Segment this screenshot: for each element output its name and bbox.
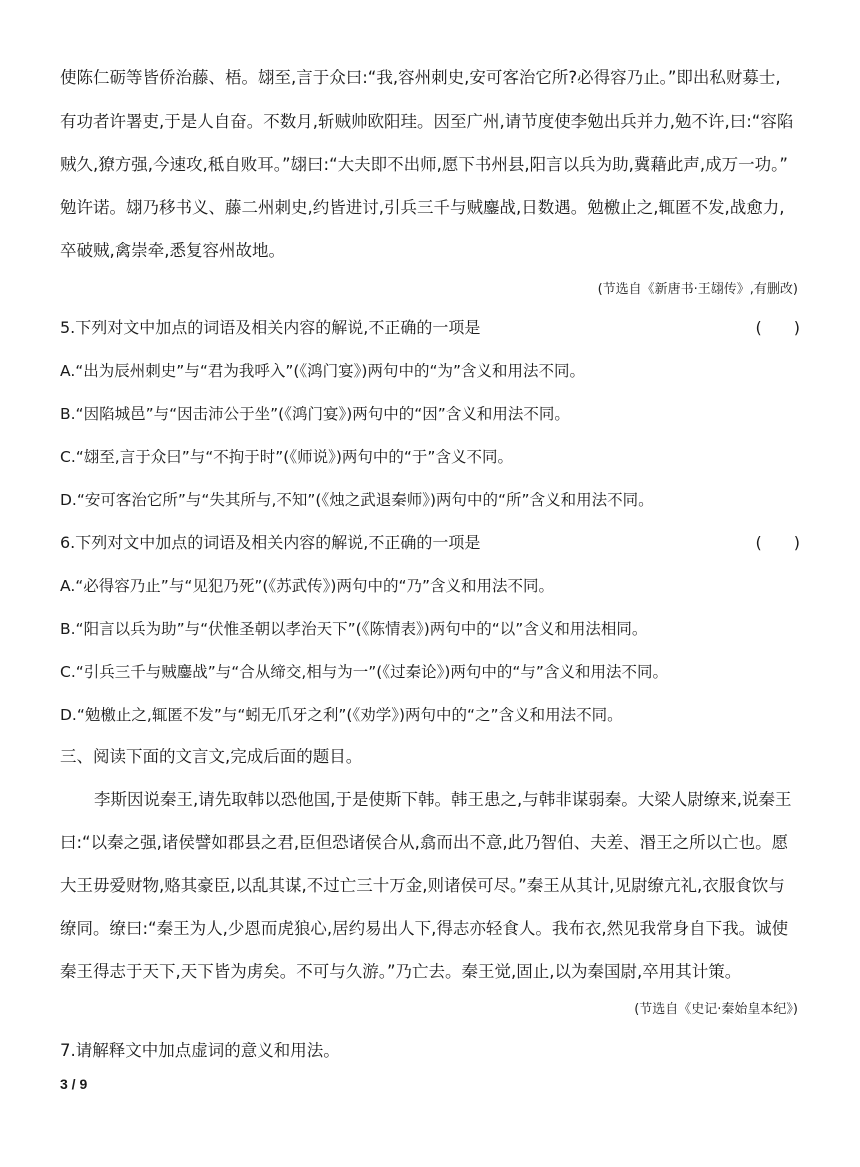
passage-line-3: 贼久,獠方强,今速攻,秪自败耳。”翃曰:“大夫即不出师,愿下书州县,阳言以兵为助,冀藉此声,成万一功。” bbox=[60, 155, 788, 174]
question-5-stem: 5.下列对文中加点的词语及相关内容的解说,不正确的一项是 bbox=[60, 318, 481, 337]
q6-option-c: C.“引兵三千与贼鏖战”与“合从缔交,相与为一”(《过秦论》)两句中的“与”含义和用法不同。 bbox=[60, 663, 668, 681]
section-3-line-5: 秦王得志于天下,天下皆为虏矣。不可与久游。”乃亡去。秦王觉,固止,以为秦国尉,卒用其计策。 bbox=[60, 962, 742, 981]
answer-blank-6[interactable]: ( ) bbox=[755, 533, 800, 552]
q5-option-a: A.“出为辰州刺史”与“君为我呼入”(《鸿门宴》)两句中的“为”含义和用法不同。 bbox=[60, 362, 586, 380]
passage-line-5: 卒破贼,禽崇牵,悉复容州故地。 bbox=[60, 241, 285, 260]
section-3-line-3: 大王毋爱财物,赂其豪臣,以乱其谋,不过亡三十万金,则诸侯可尽。”秦王从其计,见尉缭亢礼,衣服食饮与 bbox=[60, 876, 785, 895]
section-3-line-4: 缭同。缭曰:“秦王为人,少恩而虎狼心,居约易出人下,得志亦轻食人。我布衣,然见我常身自下我。诚使 bbox=[60, 919, 789, 938]
q5-option-d: D.“安可客治它所”与“失其所与,不知”(《烛之武退秦师》)两句中的“所”含义和用法不同。 bbox=[60, 491, 654, 509]
section-3-line-2: 曰:“以秦之强,诸侯譬如郡县之君,臣但恐诸侯合从,翕而出不意,此乃智伯、夫差、湣王之所以亡也。愿 bbox=[60, 833, 789, 852]
section-3-heading: 三、阅读下面的文言文,完成后面的题目。 bbox=[60, 747, 363, 766]
question-6-stem: 6.下列对文中加点的词语及相关内容的解说,不正确的一项是 bbox=[60, 533, 481, 552]
passage-line-1: 使陈仁砺等皆侨治藤、梧。翃至,言于众曰:“我,容州刺史,安可客治它所?必得容乃止。”即出私财募士, bbox=[60, 68, 781, 87]
q5-option-b: B.“因陷城邑”与“因击沛公于坐”(《鸿门宴》)两句中的“因”含义和用法不同。 bbox=[60, 405, 570, 423]
q6-option-d: D.“勉檄止之,辄匿不发”与“蚓无爪牙之利”(《劝学》)两句中的“之”含义和用法不同。 bbox=[60, 706, 623, 724]
section-3-line-1: 李斯因说秦王,请先取韩以恐他国,于是使斯下韩。韩王患之,与韩非谋弱秦。大梁人尉缭来,说秦王 bbox=[94, 790, 792, 809]
answer-blank-5[interactable]: ( ) bbox=[755, 318, 800, 337]
q5-option-c: C.“翃至,言于众曰”与“不拘于时”(《师说》)两句中的“于”含义不同。 bbox=[60, 448, 513, 466]
q6-option-b: B.“阳言以兵为助”与“伏惟圣朝以孝治天下”(《陈情表》)两句中的“以”含义和用法相同。 bbox=[60, 620, 648, 638]
passage-line-2: 有功者许署吏,于是人自奋。不数月,斩贼帅欧阳珪。因至广州,请节度使李勉出兵并力,勉不许,曰:“容陷 bbox=[60, 112, 794, 131]
section-3-source: (节选自《史记·秦始皇本纪》) bbox=[634, 1002, 798, 1017]
passage-source: (节选自《新唐书·王翃传》,有删改) bbox=[597, 282, 798, 297]
question-7-stem: 7.请解释文中加点虚词的意义和用法。 bbox=[60, 1041, 340, 1060]
q6-option-a: A.“必得容乃止”与“见犯乃死”(《苏武传》)两句中的“乃”含义和用法不同。 bbox=[60, 577, 555, 595]
passage-line-4: 勉许诺。翃乃移书义、藤二州刺史,约皆进讨,引兵三千与贼鏖战,日数遇。勉檄止之,辄匿不发,战愈力, bbox=[60, 198, 785, 217]
page-number: 3 / 9 bbox=[60, 1076, 88, 1092]
